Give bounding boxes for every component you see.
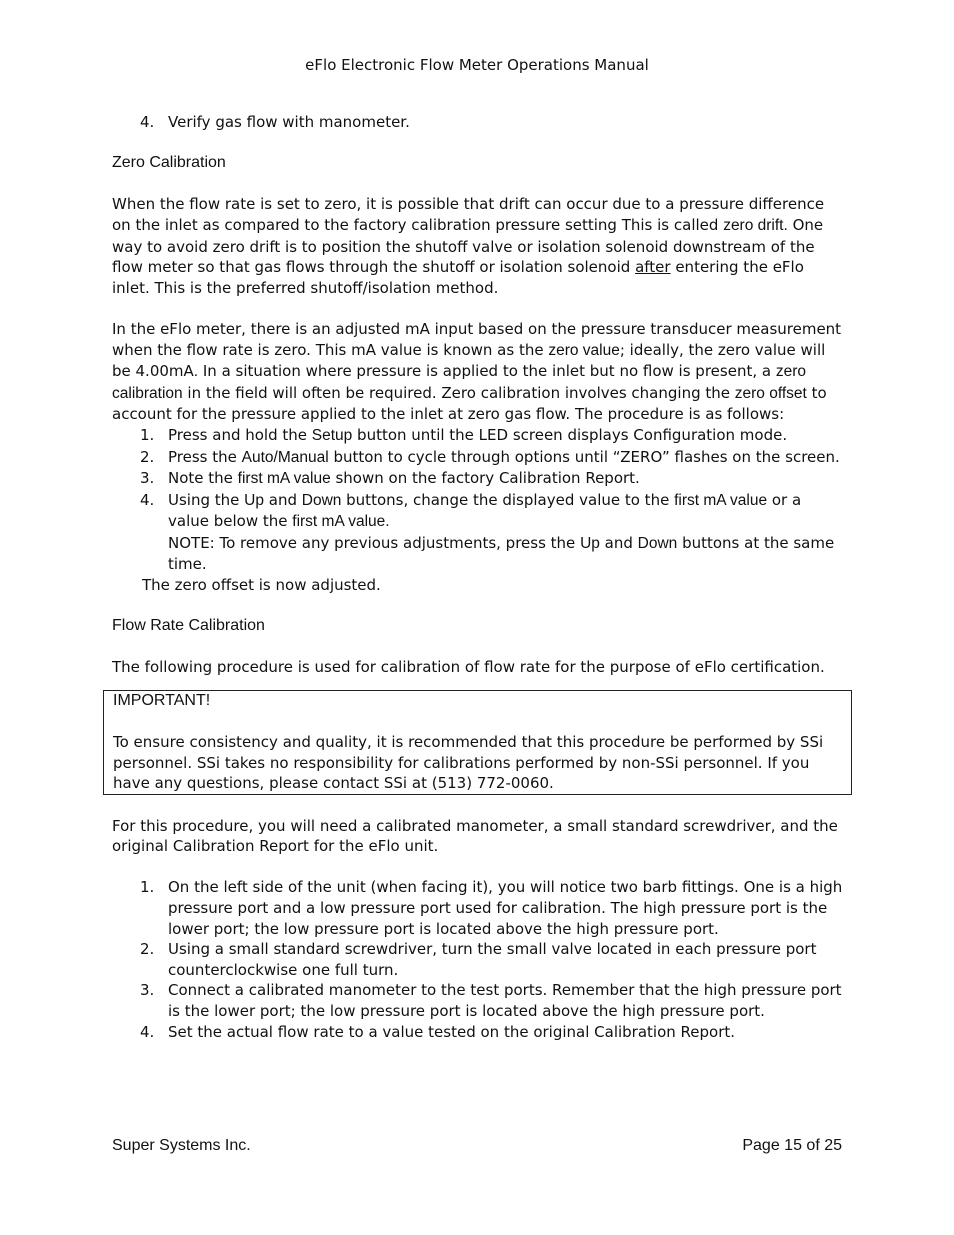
page-header: eFlo Electronic Flow Meter Operations Manual xyxy=(305,56,649,74)
zero-value-paragraph xyxy=(112,319,844,425)
button-name-up: Up xyxy=(244,491,264,509)
list-item xyxy=(112,425,844,447)
flow-calibration-steps xyxy=(112,877,844,1042)
term-zero-calibration: zero calibration xyxy=(112,363,806,402)
button-name-up: Up xyxy=(580,534,600,552)
text-run: buttons at the same time. xyxy=(168,533,835,574)
flow-rate-intro: The following procedure is used for calibration of flow rate for the purpose of eFlo certification. xyxy=(112,658,825,677)
important-notice-box xyxy=(103,690,852,795)
list-number: 1. xyxy=(140,878,155,897)
important-body: To ensure consistency and quality, it is recommended that this procedure be performed by SSi personnel. SSi takes no responsibility for calibrations performed by non-SSi personnel. If you have any questions, please contact SSi at (513) 772-0060. xyxy=(113,733,824,793)
list-item xyxy=(112,112,844,133)
list-text: Set the actual flow rate to a value tested on the original Calibration Report. xyxy=(168,1022,736,1041)
text-run: Note the xyxy=(168,469,238,488)
text-run: in the field will often be required. Zero calibration involves changing the xyxy=(182,383,735,402)
text-run: shown on the factory Calibration Report. xyxy=(330,469,640,488)
term-first-ma-value: first mA value xyxy=(237,470,331,488)
text-run: and xyxy=(599,533,638,552)
list-item xyxy=(112,980,844,1021)
text-run: When the flow rate is set to zero, it is possible that drift can occur due to a pressure difference on the inlet as compared to the factory calibration pressure setting This is called xyxy=(112,195,825,234)
footer-company: Super Systems Inc. xyxy=(112,1137,251,1154)
text-run: button to cycle through options until “ZERO” flashes on the screen. xyxy=(328,447,840,466)
text-run: In a situation where pressure is applied to the inlet but no flow is present, a xyxy=(198,362,776,381)
zero-calibration-steps xyxy=(112,425,844,575)
text-run: to account for the pressure applied to the inlet at zero gas flow. The procedure is as follows: xyxy=(112,383,827,424)
underlined-after: after xyxy=(635,258,671,277)
list-number: 4. xyxy=(140,490,155,509)
continued-steps-list xyxy=(112,112,844,133)
flow-rate-calibration-heading: Flow Rate Calibration xyxy=(112,617,265,635)
term-first-ma-value: first mA value. xyxy=(292,513,390,531)
list-text: Using a small standard screwdriver, turn the small valve located in each pressure port counterclockwise one full turn. xyxy=(168,940,817,979)
page-content xyxy=(112,112,844,1042)
text-run: or a value below the xyxy=(168,490,802,531)
button-name-auto-manual: Auto/Manual xyxy=(241,448,329,466)
list-text: Connect a calibrated manometer to the test ports. Remember that the high pressure port is the lower port; the low pressure port is located above the high pressure port. xyxy=(168,981,842,1020)
list-item xyxy=(112,1022,844,1043)
list-number: 3. xyxy=(140,469,155,488)
term-zero-drift: zero drift. xyxy=(723,216,788,234)
text-run: entering the eFlo inlet. This is the preferred shutoff/isolation method. xyxy=(112,258,804,297)
button-name-down: Down xyxy=(637,534,678,552)
list-item xyxy=(112,939,844,980)
text-run: ; ideally, the zero value will be 4.00mA xyxy=(112,340,826,381)
important-title: IMPORTANT! xyxy=(113,692,211,710)
list-number: 2. xyxy=(140,940,155,959)
zero-offset-closing: The zero offset is now adjusted. xyxy=(142,576,381,595)
term-zero-offset: zero offset xyxy=(734,384,807,402)
list-item xyxy=(112,877,844,939)
text-run: Press and hold the xyxy=(168,425,312,444)
text-run: button until the LED screen displays Configuration mode. xyxy=(352,425,788,444)
list-text: Verify gas flow with manometer. xyxy=(168,113,410,131)
list-number: 3. xyxy=(140,981,155,1000)
text-run: . xyxy=(193,363,199,381)
term-first-ma-value: first mA value xyxy=(674,491,768,509)
list-item xyxy=(112,490,844,575)
list-number: 4. xyxy=(140,113,155,131)
list-text: On the left side of the unit (when facing it), you will notice two barb fittings. One is a high pressure port and a low pressure port used for calibration. The high pressure port is the lower port; the low pressure port is located above the high pressure port. xyxy=(168,878,843,938)
text-run: In the eFlo meter, there is an adjusted mA input based on the pressure transducer measurement when the flow rate is zero. This mA value is known as the xyxy=(112,319,842,359)
button-name-setup: Setup xyxy=(311,426,353,444)
list-number: 1. xyxy=(140,425,155,444)
list-item xyxy=(112,447,844,469)
zero-drift-paragraph xyxy=(112,194,844,298)
text-run: buttons, change the displayed value to the xyxy=(341,490,675,509)
text-run: NOTE: To remove any previous adjustments, press the xyxy=(168,533,581,552)
list-number: 4. xyxy=(140,1022,155,1041)
note-text xyxy=(168,533,844,575)
text-run: One way to avoid zero drift is to position the shutoff valve or isolation solenoid downstream of the flow meter so that gas flows through the shutoff or isolation solenoid xyxy=(112,215,824,277)
procedure-requirements: For this procedure, you will need a calibrated manometer, a small standard screwdriver, and the original Calibration Report for the eFlo unit. xyxy=(112,816,838,856)
text-run: Using the xyxy=(168,490,245,509)
text-run: and xyxy=(263,490,302,509)
term-zero-value: zero value xyxy=(548,341,620,359)
button-name-down: Down xyxy=(301,491,342,509)
text-run: Press the xyxy=(168,447,242,466)
list-number: 2. xyxy=(140,447,155,466)
list-item xyxy=(112,468,844,490)
footer-page-number: Page 15 of 25 xyxy=(742,1137,842,1154)
zero-calibration-heading: Zero Calibration xyxy=(112,154,226,172)
